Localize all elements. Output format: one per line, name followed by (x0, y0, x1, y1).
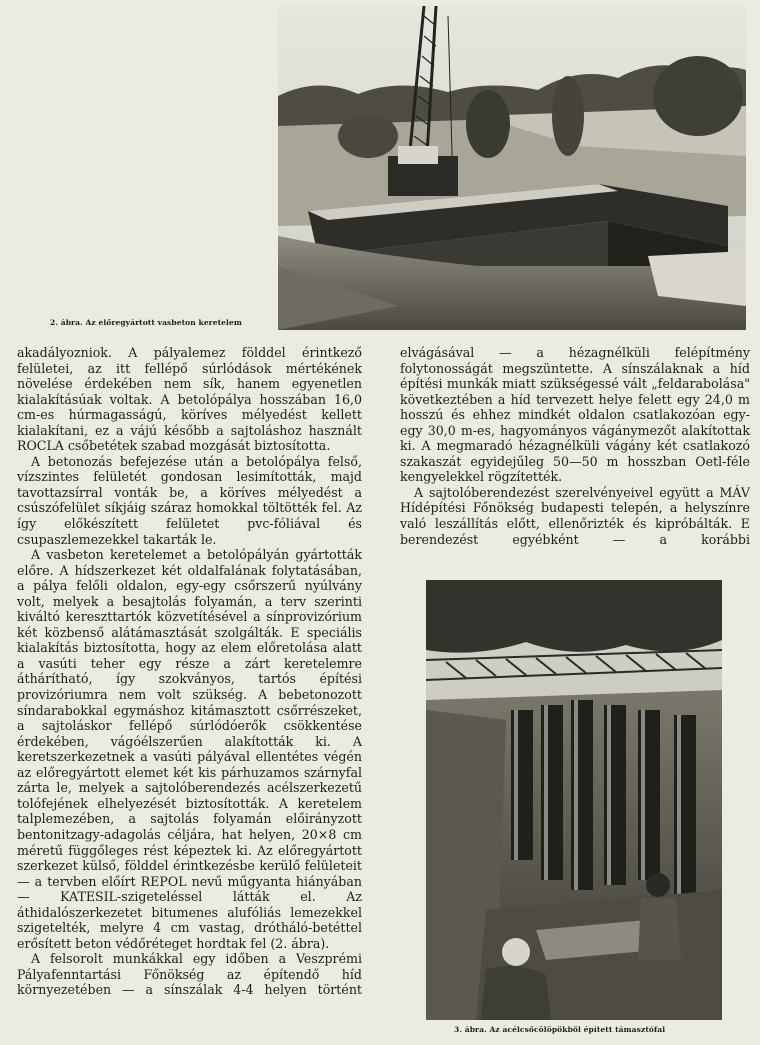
paragraph: A betonozás befejezése után a betolópálya felső, vízszintes felületét gondosan lesimították, majd tavottazsírral vonták be, a köríves mélyedést a csúszófelület síkjáig száraz homokkal töltötték fel. Az így előkészített felületet pvc-fóliával és csupaszlemezekkel takarták le. (17, 453, 362, 547)
figure-3-caption: 3. ábra. Az acélcsőcölöpökből épített támasztófal (454, 1025, 666, 1034)
right-column (400, 345, 750, 547)
figure-2-photo (278, 6, 746, 330)
left-column (17, 345, 362, 998)
paragraph: A felsorolt munkákkal egy időben a Veszprémi Pályafenntartási Főnökség az építendő híd környezetében — a sínszálak 4-4 helyen történt (17, 951, 362, 998)
figure-3-photo (426, 580, 722, 1020)
paragraph: A sajtolóberendezést szerelvényeivel együtt a MÁV Hídépítési Főnökség budapesti telepén, a helyszínre való leszállítás előtt, ellenőrizték és kipróbálták. E berendezést egyébként — a korábbi (400, 484, 750, 547)
paragraph: A vasbeton keretelemet a betolópályán gyártották előre. A hídszerkezet két oldalfalának folytatásában, a pálya felőli oldalon, egy-egy csőrszerű nyúlvány volt, melyek a besajtolás folyamán, a terv szerinti kiváltó kereszttartók közvetítésével a sínprovizórium két közbenső alátámasztását szolgálták. E speciális kialakítás biztosította, hogy az elem előretolása alatt a vasúti teher egy része a zárt keretelemre áthárítható, így szokványos, tartós építési provizóriumra nem volt szükség. A bebetonozott síndarabokkal egymáshoz kitámasztott csőrrészeket, a sajtoláskor fellépő súrlódóerők csökkentése érdekében, vágóélszerűen alakították ki. A keretszerkezetnek a vasúti pályával ellentétes végén az előregyártott elemet két kis párhuzamos szárnyfal zárta le, melyek a sajtolóberendezés acélszerkezetű tolófejének elhelyezését biztosították. A keretelem talplemezében, a sajtolás folyamán előirányzott bentonitzagy-adagolás céljára, hat helyen, 20×8 cm méretű függőleges rést képeztek ki. Az előregyártott szerkezet külső, földdel érintkezésbe kerülő felületeit — a tervben előírt REPOL nevű műgyanta hiányában — KATESIL-szigeteléssel látták el. Az áthidalószerkezetet bitumenes alufóliás lemezekkel szigetelték, melyre 4 cm vastag, drótháló-betéttel erősített beton védőréteget hordtak fel (2. ábra). (17, 547, 362, 951)
paragraph: akadályozniok. A pályalemez földdel érintkező felületei, az itt fellépő súrlódások mértékének növelése érdekében nem sík, hanem egyenetlen kialakításúak voltak. A betolópálya hosszában 16,0 cm-es húrmagasságú, köríves mélyedést kellett kialakítani, ez a vájú később a sajtoláshoz használt ROCLA csőbetétek szabad mozgását biztosította. (17, 345, 362, 454)
figure-2-caption: 2. ábra. Az előregyártott vasbeton keretelem (50, 318, 242, 327)
paragraph: elvágásával — a hézagnélküli felépítmény folytonosságát megszüntette. A sínszálaknak a híd építési munkák miatt szükségessé vált „feldarabolása" következtében a híd tervezett helye felett egy 24,0 m hosszú és ehhez mindkét oldalon csatlakozóan egy-egy 30,0 m-es, hagyományos vágánymezőt alakítottak ki. A megmaradó hézagnélküli vágány két csatlakozó szakaszát egyidejűleg 50—50 m hosszban Oetl-féle kengyelekkel rögzítették. (400, 345, 750, 485)
